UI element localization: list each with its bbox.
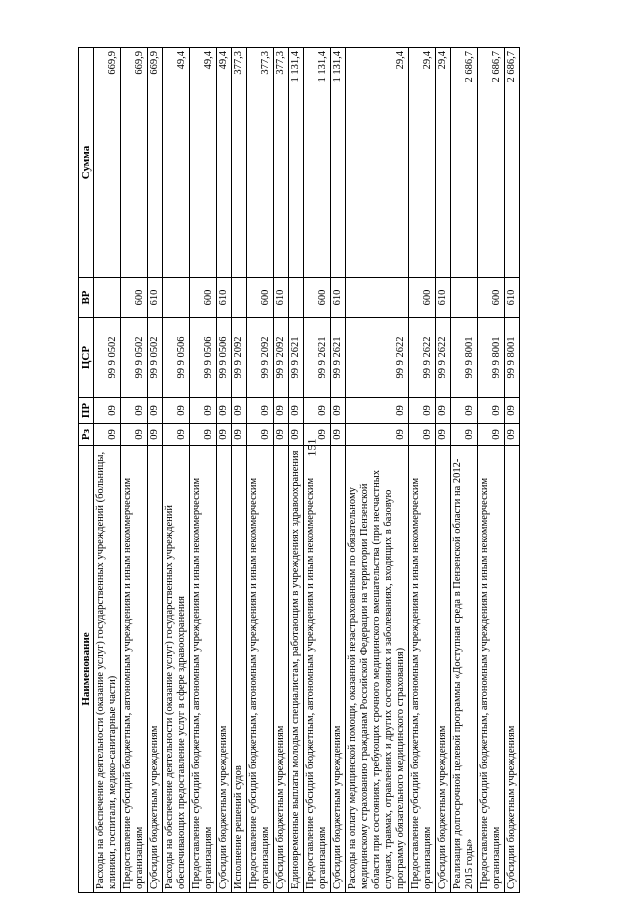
row-pr: 09 <box>190 398 217 424</box>
budget-table-container <box>78 48 520 893</box>
row-pr: 09 <box>409 398 436 424</box>
row-pr: 09 <box>478 398 505 424</box>
row-vr <box>94 278 121 318</box>
row-vr <box>163 278 190 318</box>
row-rz: 09 <box>232 424 247 446</box>
row-name: Субсидии бюджетным учреждениям <box>148 446 163 893</box>
row-pr: 09 <box>436 398 451 424</box>
row-name: Предоставление субсидий бюджетным, автономным учреждениям и иным некоммерческим организациям <box>478 446 505 893</box>
row-pr: 09 <box>304 398 331 424</box>
header-rz: Рз <box>79 424 94 446</box>
table-row <box>505 48 520 893</box>
row-pr: 09 <box>331 398 346 424</box>
header-pr: ПР <box>79 398 94 424</box>
header-sum: Сумма <box>79 48 94 278</box>
row-name: Предоставление субсидий бюджетным, автономным учреждениям и иным некоммерческим организациям <box>190 446 217 893</box>
table-row <box>409 48 436 893</box>
row-name: Субсидии бюджетным учреждениям <box>217 446 232 893</box>
row-pr: 09 <box>274 398 289 424</box>
row-sum: 1 131,4 <box>331 48 346 278</box>
row-vr: 600 <box>121 278 148 318</box>
row-vr: 610 <box>436 278 451 318</box>
row-pr: 09 <box>505 398 520 424</box>
row-vr: 610 <box>505 278 520 318</box>
page-number: 151 <box>304 438 319 457</box>
row-rz: 09 <box>346 424 409 446</box>
row-csr: 99 9 2622 <box>409 318 436 398</box>
row-rz: 09 <box>121 424 148 446</box>
row-sum: 29,4 <box>409 48 436 278</box>
row-csr: 99 9 8001 <box>451 318 478 398</box>
row-name: Исполнение решений судов <box>232 446 247 893</box>
table-header-row <box>79 48 94 893</box>
row-rz: 09 <box>409 424 436 446</box>
row-vr: 610 <box>148 278 163 318</box>
table-row <box>346 48 409 893</box>
row-pr: 09 <box>148 398 163 424</box>
row-pr: 09 <box>346 398 409 424</box>
row-vr <box>346 278 409 318</box>
row-pr: 09 <box>232 398 247 424</box>
row-name: Субсидии бюджетным учреждениям <box>436 446 451 893</box>
row-name: Субсидии бюджетным учреждениям <box>505 446 520 893</box>
row-csr: 99 9 0506 <box>163 318 190 398</box>
row-rz: 09 <box>505 424 520 446</box>
row-csr: 99 9 0506 <box>190 318 217 398</box>
row-rz: 09 <box>304 424 331 446</box>
row-csr: 99 9 2092 <box>232 318 247 398</box>
row-name: Реализация долгосрочной целевой программы «Доступная среда в Пензенской области на 2012-2015 годы» <box>451 446 478 893</box>
row-sum: 377,3 <box>274 48 289 278</box>
row-csr: 99 9 8001 <box>505 318 520 398</box>
row-rz: 09 <box>289 424 304 446</box>
row-vr: 600 <box>478 278 505 318</box>
row-vr: 600 <box>304 278 331 318</box>
row-csr: 99 9 2621 <box>331 318 346 398</box>
row-sum: 1 131,4 <box>304 48 331 278</box>
row-rz: 09 <box>478 424 505 446</box>
row-name: Предоставление субсидий бюджетным, автономным учреждениям и иным некоммерческим организациям <box>304 446 331 893</box>
table-row <box>304 48 331 893</box>
row-rz: 09 <box>247 424 274 446</box>
row-sum: 669,9 <box>121 48 148 278</box>
header-name: Наименование <box>79 446 94 893</box>
table-row <box>148 48 163 893</box>
table-row <box>478 48 505 893</box>
row-pr: 09 <box>451 398 478 424</box>
row-sum: 2 686,7 <box>505 48 520 278</box>
row-rz: 09 <box>190 424 217 446</box>
table-row <box>94 48 121 893</box>
row-name: Субсидии бюджетным учреждениям <box>331 446 346 893</box>
row-csr: 99 9 2621 <box>289 318 304 398</box>
table-row <box>451 48 478 893</box>
row-csr: 99 9 2622 <box>346 318 409 398</box>
row-vr: 610 <box>217 278 232 318</box>
row-csr: 99 9 2092 <box>274 318 289 398</box>
row-vr <box>289 278 304 318</box>
row-csr: 99 9 0502 <box>148 318 163 398</box>
header-vr: ВР <box>79 278 94 318</box>
row-rz: 09 <box>163 424 190 446</box>
row-sum: 377,3 <box>247 48 274 278</box>
row-vr: 610 <box>274 278 289 318</box>
row-vr <box>451 278 478 318</box>
row-name: Расходы на обеспечение деятельности (оказание услуг) государственных учреждений обеспечивающих предоставление услуг в сфере здравоохранения <box>163 446 190 893</box>
row-rz: 09 <box>217 424 232 446</box>
table-row <box>190 48 217 893</box>
header-csr: ЦСР <box>79 318 94 398</box>
row-csr: 99 9 2621 <box>304 318 331 398</box>
table-row <box>232 48 247 893</box>
row-sum: 49,4 <box>190 48 217 278</box>
row-csr: 99 9 2092 <box>247 318 274 398</box>
row-vr: 600 <box>190 278 217 318</box>
table-row <box>121 48 148 893</box>
row-rz: 09 <box>148 424 163 446</box>
row-name: Расходы на оплату медицинской помощи, оказанной незастрахованным по обязательному медицинскому страхованию гражданам Российской Федерации на территории Пензенской области при состояниях, требующих срочного медицинского вмешательства (при несчастных случаях, травмах, отравлениях и других состояниях и заболеваниях, входящих в базовую программу обязательного медицинского страхования) <box>346 446 409 893</box>
row-rz: 09 <box>331 424 346 446</box>
table-row <box>163 48 190 893</box>
row-rz: 09 <box>274 424 289 446</box>
row-pr: 09 <box>94 398 121 424</box>
row-rz: 09 <box>451 424 478 446</box>
row-sum: 1 131,4 <box>289 48 304 278</box>
table-row <box>436 48 451 893</box>
row-csr: 99 9 0502 <box>94 318 121 398</box>
table-row <box>217 48 232 893</box>
table-row <box>289 48 304 893</box>
row-name: Предоставление субсидий бюджетным, автономным учреждениям и иным некоммерческим организациям <box>121 446 148 893</box>
table-row <box>331 48 346 893</box>
row-pr: 09 <box>289 398 304 424</box>
row-csr: 99 9 0506 <box>217 318 232 398</box>
table-row <box>247 48 274 893</box>
row-sum: 49,4 <box>163 48 190 278</box>
row-rz: 09 <box>94 424 121 446</box>
row-sum: 29,4 <box>346 48 409 278</box>
row-name: Расходы на обеспечение деятельности (оказание услуг) государственных учреждений (больницы, клиники, госпитали, медико-санитарные части) <box>94 446 121 893</box>
row-sum: 49,4 <box>217 48 232 278</box>
budget-table <box>78 47 520 893</box>
row-csr: 99 9 2622 <box>436 318 451 398</box>
row-pr: 09 <box>247 398 274 424</box>
row-name: Субсидии бюджетным учреждениям <box>274 446 289 893</box>
row-vr: 600 <box>409 278 436 318</box>
row-name: Предоставление субсидий бюджетным, автономным учреждениям и иным некоммерческим организациям <box>409 446 436 893</box>
table-row <box>274 48 289 893</box>
row-pr: 09 <box>121 398 148 424</box>
row-sum: 669,9 <box>148 48 163 278</box>
row-vr: 610 <box>331 278 346 318</box>
row-name: Предоставление субсидий бюджетным, автономным учреждениям и иным некоммерческим организациям <box>247 446 274 893</box>
row-pr: 09 <box>217 398 232 424</box>
row-name: Единовременные выплаты молодым специалистам, работающим в учреждениях здравоохранения <box>289 446 304 893</box>
row-sum: 669,9 <box>94 48 121 278</box>
row-csr: 99 9 0502 <box>121 318 148 398</box>
row-sum: 2 686,7 <box>451 48 478 278</box>
row-sum: 377,3 <box>232 48 247 278</box>
row-csr: 99 9 8001 <box>478 318 505 398</box>
row-vr: 600 <box>247 278 274 318</box>
row-sum: 29,4 <box>436 48 451 278</box>
row-vr <box>232 278 247 318</box>
row-pr: 09 <box>163 398 190 424</box>
row-sum: 2 686,7 <box>478 48 505 278</box>
row-rz: 09 <box>436 424 451 446</box>
